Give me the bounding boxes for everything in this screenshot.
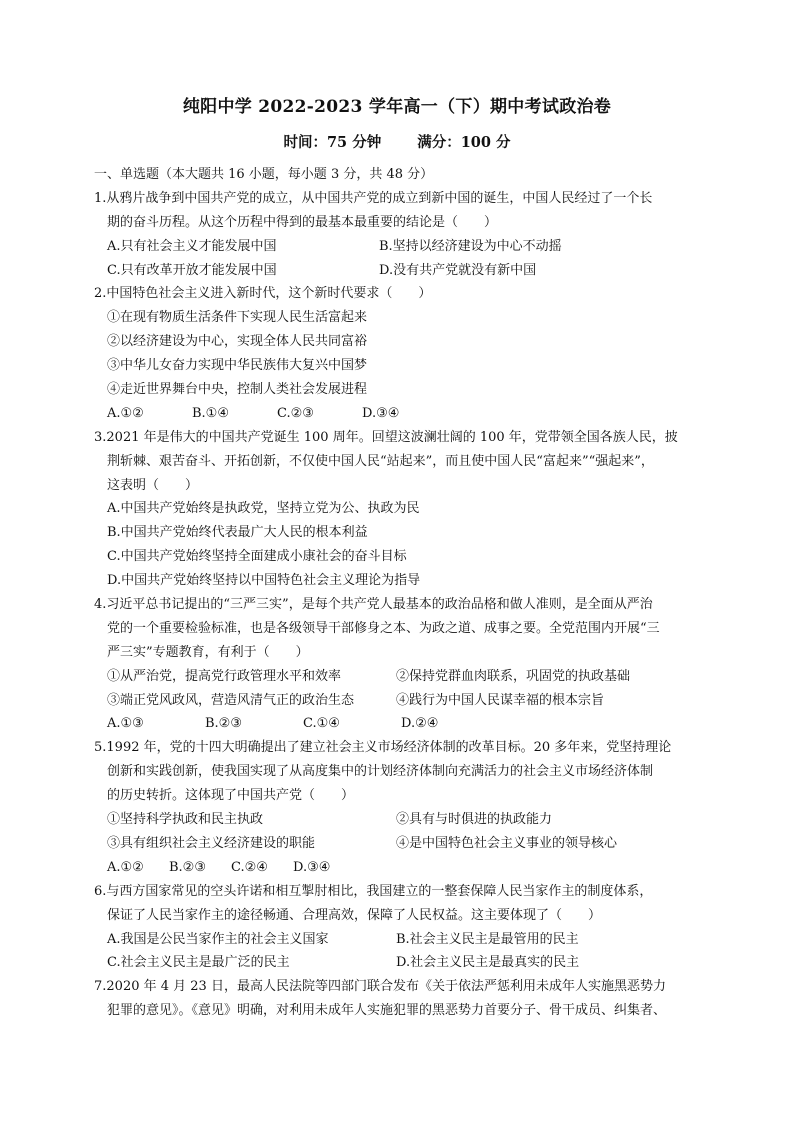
question-stem: 7.2020 年 4 月 23 日，最高人民法院等四部门联合发布《关于依法严惩利用未成年人实施黑恶势力 bbox=[94, 979, 666, 995]
option-b: B.中国共产党始终代表最广大人民的根本利益 bbox=[107, 525, 368, 541]
option-row bbox=[94, 856, 714, 880]
option-c: C.①④ bbox=[303, 716, 340, 732]
question-stem: 严三实”专题教育，有利于（ ） bbox=[107, 644, 309, 660]
question-stem: 6.与西方国家常见的空头许诺和相互掣肘相比，我国建立的一整套保障人民当家作主的制度体系， bbox=[94, 883, 653, 899]
question-stem: 党的一个重要检验标准，也是各级领导干部修身之本、为政之道、成事之要。全党范围内开展“三 bbox=[107, 620, 660, 636]
option-b: B.①④ bbox=[192, 405, 229, 421]
exam-time: 时间：75 分钟 bbox=[283, 134, 382, 151]
question-stem: 2.中国特色社会主义进入新时代，这个新时代要求（ ） bbox=[94, 286, 432, 302]
option-a: A.中国共产党始终是执政党，坚持立党为公、执政为民 bbox=[107, 501, 420, 517]
option-a: A.①③ bbox=[107, 716, 144, 732]
statement: ③具有组织社会主义经济建设的职能 bbox=[107, 835, 316, 851]
question-stem: 荆斩棘、艰苦奋斗、开拓创新，不仅使中国人民“站起来”，而且使中国人民“富起来”“强起来”， bbox=[107, 453, 654, 469]
option-row bbox=[94, 235, 714, 259]
question-6 bbox=[94, 880, 714, 976]
option-c: C.②④ bbox=[231, 859, 268, 875]
option-d: D.中国共产党始终坚持以中国特色社会主义理论为指导 bbox=[107, 573, 421, 589]
statement: ①坚持科学执政和民主执政 bbox=[107, 812, 264, 828]
statement-row bbox=[94, 689, 714, 713]
option-a: A.我国是公民当家作主的社会主义国家 bbox=[107, 931, 329, 947]
statement-row bbox=[94, 665, 714, 689]
question-stem: 创新和实践创新，使我国实现了从高度集中的计划经济体制向充满活力的社会主义市场经济体制 bbox=[107, 764, 654, 780]
exam-score: 满分：100 分 bbox=[417, 134, 511, 151]
question-stem: 4.习近平总书记提出的“三严三实”，是每个共产党人最基本的政治品格和做人准则，是全面从严治 bbox=[94, 597, 653, 613]
option-b: B.社会主义民主是最管用的民主 bbox=[396, 931, 579, 947]
statement: ④走近世界舞台中央，控制人类社会发展进程 bbox=[107, 382, 368, 398]
option-c: C.只有改革开放才能发展中国 bbox=[107, 262, 277, 278]
option-row bbox=[94, 712, 714, 736]
option-row bbox=[94, 928, 714, 952]
option-d: D.没有共产党就没有新中国 bbox=[379, 262, 537, 278]
option-a: A.①② bbox=[107, 859, 144, 875]
statement: ③端正党风政风，营造风清气正的政治生态 bbox=[107, 692, 355, 708]
statement: ②具有与时俱进的执政能力 bbox=[396, 812, 553, 828]
statement: ②保持党群血肉联系，巩固党的执政基础 bbox=[396, 668, 631, 684]
option-row bbox=[94, 259, 714, 283]
statement: ③中华儿女奋力实现中华民族伟大复兴中国梦 bbox=[107, 358, 368, 374]
option-d: D.社会主义民主是最真实的民主 bbox=[396, 955, 580, 971]
question-1 bbox=[94, 187, 714, 283]
question-2 bbox=[94, 282, 714, 425]
option-c: C.中国共产党始终坚持全面建成小康社会的奋斗目标 bbox=[107, 549, 407, 565]
option-b: B.②③ bbox=[205, 716, 242, 732]
option-b: B.坚持以经济建设为中心不动摇 bbox=[379, 238, 562, 254]
question-5 bbox=[94, 736, 714, 879]
option-d: D.③④ bbox=[293, 859, 331, 875]
question-stem: 保证了人民当家作主的途径畅通、合理高效，保障了人民权益。这主要体现了（ ） bbox=[107, 907, 602, 923]
option-a: A.①② bbox=[107, 405, 144, 421]
statement: ④践行为中国人民谋幸福的根本宗旨 bbox=[396, 692, 605, 708]
question-4 bbox=[94, 593, 714, 736]
question-stem: 1.从鸦片战争到中国共产党的成立，从中国共产党的成立到新中国的诞生，中国人民经过了一个长 bbox=[94, 190, 653, 206]
option-b: B.②③ bbox=[169, 859, 206, 875]
statement: ④是中国特色社会主义事业的领导核心 bbox=[396, 835, 618, 851]
question-stem: 这表明（ ） bbox=[107, 477, 199, 493]
option-row bbox=[94, 402, 714, 426]
exam-title: 纯阳中学 2022-2023 学年高一（下）期中考试政治卷 bbox=[182, 97, 612, 117]
statement-row bbox=[94, 832, 714, 856]
statement: ①从严治党，提高党行政管理水平和效率 bbox=[107, 668, 342, 684]
question-stem: 期的奋斗历程。从这个历程中得到的最基本最重要的结论是（ ） bbox=[107, 214, 498, 230]
question-stem: 的历史转折。这体现了中国共产党（ ） bbox=[107, 788, 355, 804]
question-stem: 5.1992 年，党的十四大明确提出了建立社会主义市场经济体制的改革目标。20 多年来，党坚持理论 bbox=[94, 740, 672, 756]
exam-content bbox=[94, 163, 714, 1023]
statement: ②以经济建设为中心，实现全体人民共同富裕 bbox=[107, 334, 368, 350]
option-row bbox=[94, 951, 714, 975]
option-c: C.②③ bbox=[277, 405, 314, 421]
question-3 bbox=[94, 426, 714, 593]
statement-row bbox=[94, 808, 714, 832]
option-d: D.②④ bbox=[401, 716, 439, 732]
exam-meta bbox=[0, 131, 794, 152]
question-7 bbox=[94, 975, 714, 1023]
statement: ①在现有物质生活条件下实现人民生活富起来 bbox=[107, 310, 368, 326]
section-heading: 一、单选题（本大题共 16 小题，每小题 3 分，共 48 分） bbox=[94, 167, 434, 182]
option-d: D.③④ bbox=[362, 405, 400, 421]
question-stem: 3.2021 年是伟大的中国共产党诞生 100 周年。回望这波澜壮阔的 100 年，党带领全国各族人民，披 bbox=[94, 429, 678, 445]
option-a: A.只有社会主义才能发展中国 bbox=[107, 238, 277, 254]
option-c: C.社会主义民主是最广泛的民主 bbox=[107, 955, 290, 971]
question-stem: 犯罪的意见》。《意见》明确，对利用未成年人实施犯罪的黑恶势力首要分子、骨干成员、纠集者、 bbox=[107, 1003, 667, 1019]
